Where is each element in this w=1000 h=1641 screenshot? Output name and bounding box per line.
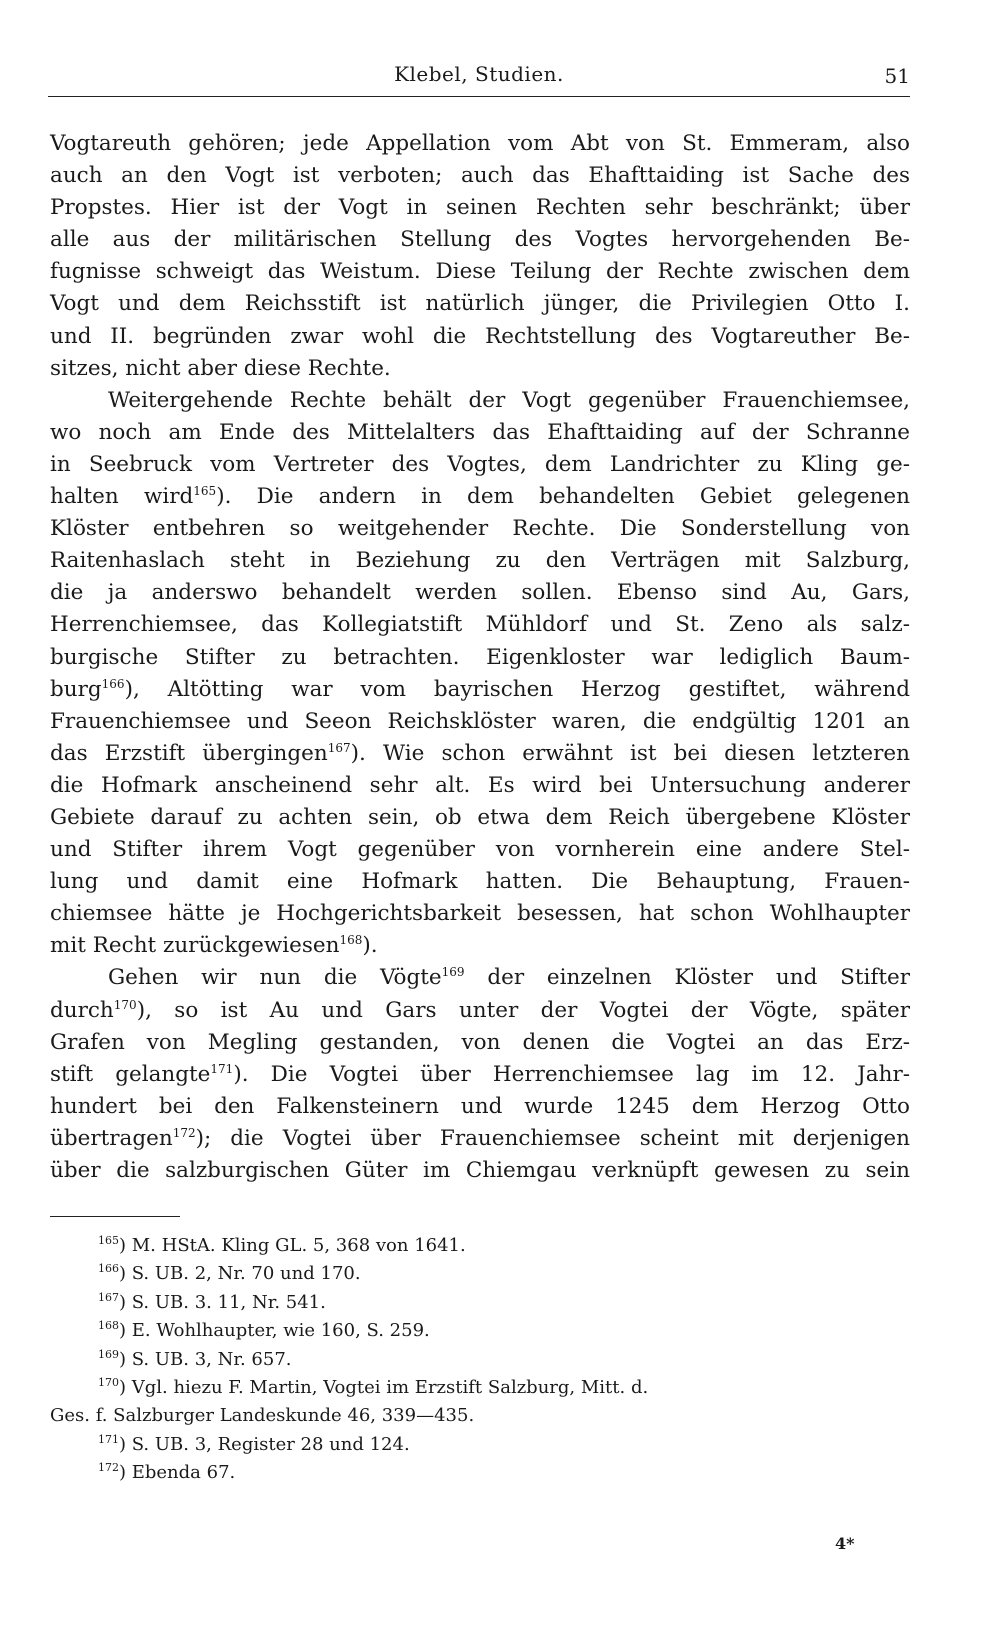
footnote-number: 169: [98, 1347, 119, 1361]
text-line: Weitergehende Rechte behält der Vogt gegenüber Frauenchiemsee,: [108, 387, 910, 413]
text-line: auch an den Vogt ist verboten; auch das Ehafttaiding ist Sache des: [50, 163, 910, 189]
footnote-text: ) S. UB. 2, Nr. 70 und 170.: [119, 1263, 361, 1285]
text-segment: stift gelangte: [50, 1061, 211, 1087]
footnote: [50, 1317, 910, 1345]
text-line: [50, 1059, 910, 1091]
footnote-text: ) Vgl. hiezu F. Martin, Vogtei im Erzstift Salzburg, Mitt. d.: [119, 1377, 649, 1399]
footnote-text: ) S. UB. 3. 11, Nr. 541.: [119, 1291, 326, 1313]
text-segment: das Erzstift übergingen: [50, 740, 328, 766]
text-line: fugnisse schweigt das Weistum. Diese Teilung der Rechte zwischen dem: [50, 259, 910, 285]
text-segment: durch: [50, 997, 114, 1023]
footnote-continuation: Ges. f. Salzburger Landeskunde 46, 339—435.: [50, 1405, 475, 1427]
footnote-ref[interactable]: 167: [327, 740, 351, 755]
body-text: [50, 128, 910, 1187]
text-segment: ).: [362, 933, 378, 959]
footnote-number: 165: [98, 1234, 119, 1247]
text-line: die ja anderswo behandelt werden sollen. Ebenso sind Au, Gars,: [50, 580, 910, 606]
footnote: [50, 1431, 910, 1459]
footnote-text: ) Ebenda 67.: [119, 1462, 236, 1484]
page-header: [48, 62, 910, 92]
text-line: chiemsee hätte je Hochgerichtsbarkeit besessen, hat schon Wohlhaupter: [50, 901, 910, 927]
header-rule: [48, 96, 910, 97]
footnote-number: 167: [98, 1290, 119, 1304]
text-line: und Stifter ihrem Vogt gegenüber von vornherein eine andere Stel-: [50, 837, 910, 863]
footnote: [50, 1459, 910, 1487]
text-line: Vogt und dem Reichsstift ist natürlich jünger, die Privilegien Otto I.: [50, 291, 910, 317]
text-segment: Gehen wir nun die Vögte: [108, 965, 442, 991]
paragraph-2: [50, 385, 910, 963]
text-line: wo noch am Ende des Mittelalters das Ehafttaiding auf der Schranne: [50, 419, 910, 445]
footnote-text: ) M. HStA. Kling GL. 5, 368 von 1641.: [119, 1235, 466, 1256]
footnote: [50, 1232, 910, 1260]
footnote-number: 166: [98, 1262, 119, 1276]
text-segment: ). Die Vogtei über Herrenchiemsee lag im 12. Jahr-: [233, 1061, 910, 1087]
text-segment: halten wird: [50, 484, 194, 510]
text-line: [50, 481, 910, 513]
footnote: [50, 1260, 910, 1288]
text-line: Grafen von Megling gestanden, von denen die Vogtei an das Erz-: [50, 1029, 910, 1055]
text-line: lung und damit eine Hofmark hatten. Die Behauptung, Frauen-: [50, 869, 910, 895]
text-segment: burg: [50, 676, 102, 702]
footnote-ref[interactable]: 170: [113, 997, 137, 1012]
signature-mark: 4*: [835, 1534, 855, 1553]
text-line: sitzes, nicht aber diese Rechte.: [50, 355, 391, 381]
footnote: [50, 1346, 910, 1374]
text-line: [50, 930, 910, 962]
text-line: und II. begründen zwar wohl die Rechtstellung des Vogtareuther Be-: [50, 323, 910, 349]
text-segment: ), so ist Au und Gars unter der Vogtei der Vögte, später: [136, 997, 910, 1023]
text-line: Raitenhaslach steht in Beziehung zu den Verträgen mit Salzburg,: [50, 548, 910, 574]
text-line: [50, 674, 910, 706]
text-line: [50, 738, 910, 770]
footnote-text: ) S. UB. 3, Nr. 657.: [119, 1348, 292, 1370]
paragraph-3: [50, 962, 910, 1187]
text-line: alle aus der militärischen Stellung des Vogtes hervorgehenden Be-: [50, 227, 910, 253]
text-line: burgische Stifter zu betrachten. Eigenkloster war lediglich Baum-: [50, 644, 910, 670]
footnote-ref[interactable]: 172: [172, 1125, 196, 1140]
footnote-ref[interactable]: 171: [210, 1061, 234, 1076]
text-segment: ), Altötting war vom bayrischen Herzog gestiftet, während: [124, 676, 910, 702]
text-line: Gebiete darauf zu achten sein, ob etwa dem Reich übergebene Klöster: [50, 804, 910, 830]
text-line: [50, 962, 910, 994]
footnotes: [50, 1232, 910, 1488]
footnote-ref[interactable]: 168: [339, 933, 363, 948]
text-segment: ). Die andern in dem behandelten Gebiet gelegenen: [216, 484, 910, 510]
paragraph-1: [50, 128, 910, 385]
text-segment: mit Recht zurückgewiesen: [50, 933, 340, 959]
text-line: in Seebruck vom Vertreter des Vogtes, dem Landrichter zu Kling ge-: [50, 451, 910, 477]
text-line: Klöster entbehren so weitgehender Rechte. Die Sonderstellung von: [50, 516, 910, 542]
footnote: [50, 1374, 910, 1402]
text-line: Herrenchiemsee, das Kollegiatstift Mühldorf und St. Zeno als salz-: [50, 612, 910, 638]
footnote-text: ) E. Wohlhaupter, wie 160, S. 259.: [119, 1320, 430, 1342]
running-head: Klebel, Studien.: [394, 62, 564, 86]
footnote-ref[interactable]: 165: [193, 484, 217, 499]
text-line: Frauenchiemsee und Seeon Reichsklöster waren, die endgültig 1201 an: [50, 708, 910, 734]
footnote-rule: [50, 1216, 180, 1217]
text-line: hundert bei den Falkensteinern und wurde 1245 dem Herzog Otto: [50, 1093, 910, 1119]
footnote-number: 171: [98, 1432, 119, 1446]
text-line: die Hofmark anscheinend sehr alt. Es wird bei Untersuchung anderer: [50, 772, 910, 798]
text-segment: übertragen: [50, 1125, 173, 1151]
page-number: 51: [884, 64, 910, 88]
footnote-number: 170: [98, 1376, 119, 1390]
text-line: Vogtareuth gehören; jede Appellation vom Abt von St. Emmeram, also: [50, 131, 910, 156]
footnote-text: ) S. UB. 3, Register 28 und 124.: [119, 1433, 410, 1455]
text-segment: der einzelnen Klöster und Stifter: [464, 965, 910, 991]
footnote: [50, 1289, 910, 1317]
text-line: über die salzburgischen Güter im Chiemgau verknüpft gewesen zu sein: [50, 1158, 910, 1183]
footnote-number: 168: [98, 1319, 119, 1333]
text-line: Propstes. Hier ist der Vogt in seinen Rechten sehr beschränkt; über: [50, 195, 910, 221]
text-line: [50, 995, 910, 1027]
text-segment: ). Wie schon erwähnt ist bei diesen letzteren: [350, 740, 910, 766]
footnote-ref[interactable]: 169: [441, 965, 465, 980]
text-line: [50, 1123, 910, 1155]
footnote-number: 172: [98, 1461, 119, 1475]
text-segment: ); die Vogtei über Frauenchiemsee scheint mit derjenigen: [195, 1125, 910, 1151]
footnote-ref[interactable]: 166: [101, 676, 125, 691]
